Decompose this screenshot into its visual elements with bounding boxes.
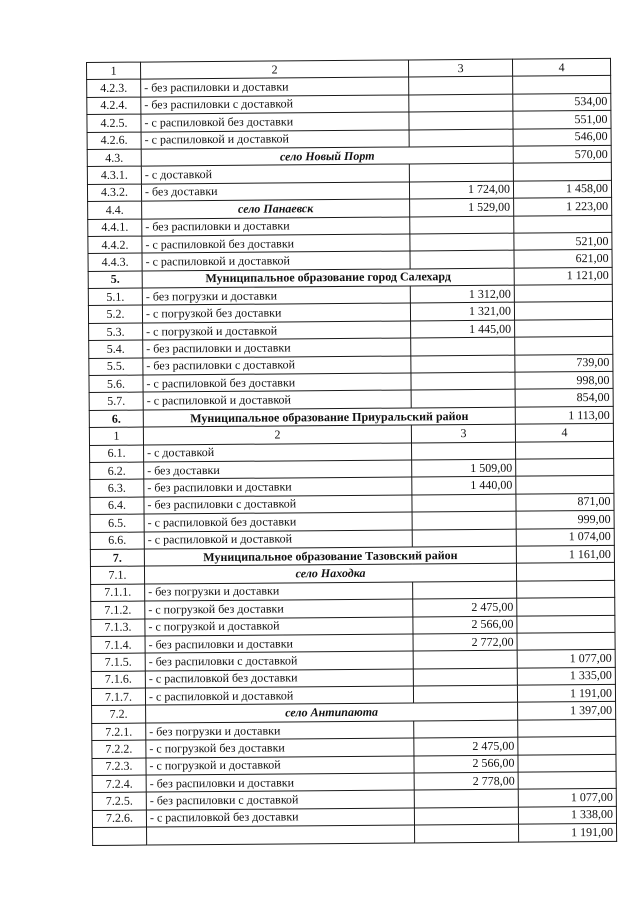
value-col-3 bbox=[411, 390, 515, 408]
row-description: - с распиловкой без доставки bbox=[141, 112, 409, 131]
subsection-number: 7.1. bbox=[90, 566, 144, 584]
column-header-1: 1 bbox=[89, 427, 143, 445]
row-description: - с распиловкой без доставки bbox=[144, 512, 412, 531]
value-col-3 bbox=[411, 442, 515, 460]
row-number bbox=[93, 827, 147, 845]
row-number: 6.3. bbox=[90, 479, 144, 497]
row-description: - без погрузки и доставки bbox=[142, 286, 410, 305]
row-description: - с погрузкой и доставкой bbox=[146, 756, 414, 775]
value-col-3: 2 475,00 bbox=[413, 598, 517, 616]
value-col-4: 570,00 bbox=[513, 145, 611, 163]
value-col-4: 1 077,00 bbox=[517, 650, 615, 668]
row-number: 6.4. bbox=[90, 497, 144, 515]
value-col-3: 1 509,00 bbox=[412, 459, 516, 477]
value-col-4 bbox=[518, 754, 616, 772]
row-number: 5.4. bbox=[89, 340, 143, 358]
value-col-4 bbox=[517, 632, 615, 650]
value-col-3: 2 566,00 bbox=[413, 616, 517, 634]
value-col-4 bbox=[517, 597, 615, 615]
value-col-3: 2 778,00 bbox=[414, 772, 518, 790]
row-number: 7.1.7. bbox=[91, 688, 145, 706]
row-number: 4.2.6. bbox=[87, 132, 141, 150]
section-number: 5. bbox=[88, 271, 142, 289]
row-number: 7.2.1. bbox=[92, 723, 146, 741]
row-description: - без погрузки и доставки bbox=[146, 721, 414, 740]
value-col-4: 1 335,00 bbox=[517, 667, 615, 685]
value-col-4 bbox=[514, 284, 612, 302]
value-col-4: 621,00 bbox=[514, 250, 612, 268]
row-description: - с распиловкой и доставкой bbox=[142, 251, 410, 270]
row-number: 5.7. bbox=[89, 392, 143, 410]
subsection-title: село Панаевск bbox=[142, 199, 410, 218]
subsection-title: село Антипаюта bbox=[146, 703, 518, 723]
row-number: 4.2.5. bbox=[87, 114, 141, 132]
value-col-4: 1 191,00 bbox=[517, 684, 615, 702]
row-number: 4.3.1. bbox=[87, 166, 141, 184]
value-col-3 bbox=[410, 216, 514, 234]
value-col-4 bbox=[516, 563, 614, 581]
row-description: - без распиловки с доставкой bbox=[144, 495, 412, 514]
value-col-3 bbox=[411, 355, 515, 373]
row-description: - без распиловки и доставки bbox=[144, 477, 412, 496]
value-col-4: 871,00 bbox=[516, 493, 614, 511]
row-number: 7.1.5. bbox=[91, 653, 145, 671]
subsection-number: 4.3. bbox=[87, 149, 141, 167]
row-description: - с распиловкой без доставки bbox=[146, 808, 414, 827]
row-description: - с доставкой bbox=[141, 164, 409, 183]
row-number: 4.4.2. bbox=[88, 236, 142, 254]
row-number: 7.2.4. bbox=[92, 775, 146, 793]
value-col-4: 1 121,00 bbox=[514, 267, 612, 285]
section-title: Муниципальное образование Тазовский район bbox=[144, 546, 516, 566]
row-description: - с распиловкой и доставкой bbox=[141, 130, 409, 149]
row-number: 7.2.5. bbox=[92, 792, 146, 810]
row-description: - с погрузкой и доставкой bbox=[143, 321, 411, 340]
value-col-3: 1 529,00 bbox=[410, 198, 514, 216]
value-col-4 bbox=[513, 76, 611, 94]
subsection-title: село Находка bbox=[144, 563, 516, 583]
row-number: 7.2.3. bbox=[92, 758, 146, 776]
tariff-table bbox=[86, 58, 617, 846]
row-description: - без распиловки с доставкой bbox=[145, 651, 413, 670]
row-description: - без погрузки и доставки bbox=[145, 582, 413, 601]
row-description bbox=[147, 825, 415, 844]
row-number: 7.2.6. bbox=[92, 810, 146, 828]
row-description: - без распиловки и доставки bbox=[142, 216, 410, 235]
value-col-4 bbox=[518, 737, 616, 755]
row-description: - без доставки bbox=[144, 460, 412, 479]
value-col-3: 1 440,00 bbox=[412, 477, 516, 495]
row-description: - с погрузкой без доставки bbox=[146, 738, 414, 757]
row-number: 4.2.4. bbox=[87, 97, 141, 115]
value-col-4: 521,00 bbox=[514, 232, 612, 250]
value-col-3 bbox=[413, 668, 517, 686]
row-description: - без распиловки с доставкой bbox=[143, 356, 411, 375]
subsection-number: 7.2. bbox=[92, 706, 146, 724]
value-col-3 bbox=[409, 94, 513, 112]
value-col-3 bbox=[413, 650, 517, 668]
value-col-4: 1 191,00 bbox=[519, 824, 617, 842]
row-number: 4.2.3. bbox=[87, 79, 141, 97]
value-col-3: 1 445,00 bbox=[411, 320, 515, 338]
value-col-3 bbox=[410, 233, 514, 251]
row-number: 5.3. bbox=[89, 323, 143, 341]
row-number: 4.4.3. bbox=[88, 253, 142, 271]
row-description: - с распиловкой без доставки bbox=[143, 373, 411, 392]
row-description: - с распиловкой без доставки bbox=[142, 234, 410, 253]
row-description: - без распиловки и доставки bbox=[146, 773, 414, 792]
value-col-4 bbox=[515, 319, 613, 337]
row-number: 5.1. bbox=[88, 288, 142, 306]
value-col-4: 1 397,00 bbox=[518, 702, 616, 720]
value-col-4 bbox=[517, 615, 615, 633]
section-title: Муниципальное образование город Салехард bbox=[142, 268, 514, 288]
value-col-4: 1 161,00 bbox=[516, 545, 614, 563]
value-col-3: 2 475,00 bbox=[414, 737, 518, 755]
value-col-3: 1 312,00 bbox=[410, 285, 514, 303]
subsection-number: 4.4. bbox=[88, 201, 142, 219]
value-col-3 bbox=[414, 720, 518, 738]
value-col-4 bbox=[516, 458, 614, 476]
value-col-3: 2 566,00 bbox=[414, 755, 518, 773]
value-col-3 bbox=[412, 511, 516, 529]
value-col-3 bbox=[410, 250, 514, 268]
value-col-4: 1 223,00 bbox=[514, 198, 612, 216]
value-col-3 bbox=[413, 685, 517, 703]
value-col-4: 534,00 bbox=[513, 93, 611, 111]
value-col-3 bbox=[412, 494, 516, 512]
section-number: 6. bbox=[89, 410, 143, 428]
row-description: - без распиловки с доставкой bbox=[146, 790, 414, 809]
row-description: - с погрузкой и доставкой bbox=[145, 616, 413, 635]
row-number: 7.1.4. bbox=[91, 636, 145, 654]
row-number: 6.5. bbox=[90, 514, 144, 532]
row-number: 4.3.2. bbox=[87, 184, 141, 202]
row-description: - с распиловкой и доставкой bbox=[145, 686, 413, 705]
row-number: 7.2.2. bbox=[92, 740, 146, 758]
value-col-4: 999,00 bbox=[516, 511, 614, 529]
row-description: - с распиловкой и доставкой bbox=[143, 390, 411, 409]
value-col-4: 1 113,00 bbox=[515, 406, 613, 424]
value-col-3 bbox=[411, 372, 515, 390]
value-col-3 bbox=[414, 807, 518, 825]
row-number: 5.6. bbox=[89, 375, 143, 393]
row-description: - без распиловки и доставки bbox=[145, 634, 413, 653]
value-col-3 bbox=[413, 581, 517, 599]
row-description: - с доставкой bbox=[144, 443, 412, 462]
value-col-4: 998,00 bbox=[515, 371, 613, 389]
row-description: - без распиловки и доставки bbox=[143, 338, 411, 357]
row-number: 7.1.1. bbox=[91, 584, 145, 602]
value-col-3: 1 724,00 bbox=[409, 181, 513, 199]
row-number: 6.1. bbox=[90, 445, 144, 463]
column-header-3: 3 bbox=[411, 424, 515, 442]
row-number: 4.4.1. bbox=[88, 219, 142, 237]
value-col-4 bbox=[514, 302, 612, 320]
row-number: 7.1.2. bbox=[91, 601, 145, 619]
value-col-4 bbox=[515, 337, 613, 355]
row-number: 5.5. bbox=[89, 358, 143, 376]
value-col-4: 739,00 bbox=[515, 354, 613, 372]
row-number: 7.1.6. bbox=[91, 671, 145, 689]
row-number: 7.1.3. bbox=[91, 619, 145, 637]
value-col-4 bbox=[517, 580, 615, 598]
row-description: - с погрузкой без доставки bbox=[145, 599, 413, 618]
column-header-4: 4 bbox=[515, 424, 613, 442]
value-col-4: 1 458,00 bbox=[513, 180, 611, 198]
value-col-3 bbox=[409, 77, 513, 95]
subsection-title: село Новый Порт bbox=[141, 146, 513, 166]
value-col-4 bbox=[516, 476, 614, 494]
value-col-4: 546,00 bbox=[513, 128, 611, 146]
column-header-4: 4 bbox=[512, 58, 610, 76]
row-description: - без распиловки и доставки bbox=[141, 77, 409, 96]
value-col-3 bbox=[411, 337, 515, 355]
row-description: - с распиловкой без доставки bbox=[145, 669, 413, 688]
value-col-4: 1 077,00 bbox=[518, 789, 616, 807]
value-col-4: 854,00 bbox=[515, 389, 613, 407]
value-col-4 bbox=[518, 719, 616, 737]
value-col-4 bbox=[513, 163, 611, 181]
value-col-4 bbox=[515, 441, 613, 459]
column-header-3: 3 bbox=[408, 59, 512, 77]
row-number: 6.2. bbox=[90, 462, 144, 480]
row-description: - без распиловки с доставкой bbox=[141, 95, 409, 114]
value-col-4 bbox=[514, 215, 612, 233]
table-row bbox=[93, 824, 617, 846]
value-col-3 bbox=[412, 529, 516, 547]
row-number: 6.6. bbox=[90, 532, 144, 550]
value-col-3 bbox=[409, 111, 513, 129]
column-header-2: 2 bbox=[143, 425, 411, 444]
row-number: 5.2. bbox=[88, 306, 142, 324]
value-col-4: 1 338,00 bbox=[518, 806, 616, 824]
value-col-3 bbox=[409, 129, 513, 147]
value-col-3: 1 321,00 bbox=[410, 303, 514, 321]
value-col-4: 551,00 bbox=[513, 111, 611, 129]
row-description: - с погрузкой без доставки bbox=[142, 303, 410, 322]
value-col-3 bbox=[415, 824, 519, 842]
value-col-4: 1 074,00 bbox=[516, 528, 614, 546]
column-header-1: 1 bbox=[87, 62, 141, 80]
column-header-2: 2 bbox=[141, 60, 409, 79]
section-number: 7. bbox=[90, 549, 144, 567]
row-description: - с распиловкой и доставкой bbox=[144, 529, 412, 548]
value-col-3 bbox=[414, 790, 518, 808]
value-col-4 bbox=[518, 771, 616, 789]
section-title: Муниципальное образование Приуральский район bbox=[143, 407, 515, 427]
value-col-3 bbox=[409, 163, 513, 181]
value-col-3: 2 772,00 bbox=[413, 633, 517, 651]
row-description: - без доставки bbox=[141, 182, 409, 201]
